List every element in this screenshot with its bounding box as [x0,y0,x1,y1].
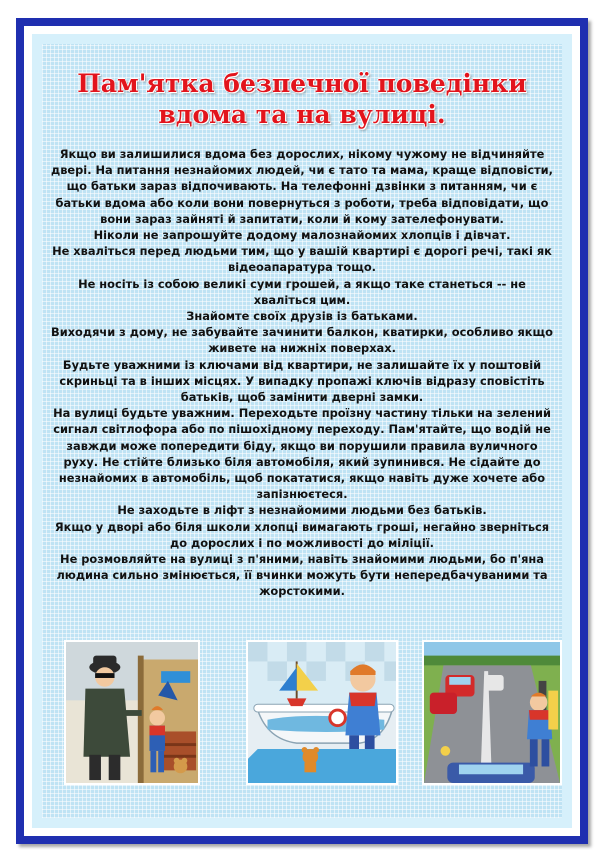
poster-border-mat [32,34,572,828]
rule-paragraph: На вулиці будьте уважним. Переходьте проїзну частину тільки на зелений сигнал світлофора або по пішохідному переходу. Пам'ятайте, що водій не завжди може попередити біду, якщо ви порушили правила вуличного руху. Не стійте близько біля автомобіля, який зупинився. Не сідайте до незнайомих в автомобіль, щоб покататися, якщо навіть дуже хочете або запізнюєтеся. [53,406,551,502]
rule-paragraph: Якщо у дворі або біля школи хлопці вимагають гроші, негайно зверніться до дорослих і по можливості до міліції. [54,519,550,550]
child-road-crossing-illustration [422,640,562,785]
rule-paragraph: Знайомте своїх друзів із батьками. [186,309,418,324]
poster [42,44,562,818]
page-frame [4,4,591,846]
rule-paragraph: Не хваліться перед людьми тим, що у вашій квартирі є дорогі речі, такі як відеоапаратура тощо. [52,244,552,275]
rule-paragraph: Виходячи з дому, не забувайте зачинити балкон, кватирки, особливо якщо живете на нижніх поверхах. [51,325,553,356]
safety-rules-text [50,146,554,600]
rule-paragraph: Будьте уважними із ключами від квартири, не залишайте їх у поштовій скриньці та в інших місцях. У випадку пропажі ключів відразу сповістіть батьків, щоб замінити дверні замки. [59,357,545,405]
rule-paragraph: Не носіть із собою великі суми грошей, а якщо таке станеться -- не хваліться цим. [78,276,526,307]
rule-paragraph: Не розмовляйте на вулиці з п'яними, навіть знайомими людьми, бо п'яна людина сильно змінюється, її вчинки можуть бути непередбачуваними та жорстокими. [56,552,548,599]
rule-paragraph: Ніколи не запрошуйте додому малознайомих хлопців і дівчат. [93,228,511,243]
poster-title-line-2: вдома та на вулиці. [158,100,446,129]
poster-border-inner [24,26,580,836]
rule-paragraph: Не заходьте в ліфт з незнайомими людьми без батьків. [117,503,487,518]
child-bathtub-toy-boat-illustration [246,640,398,785]
illustrations-row [42,640,562,785]
rule-paragraph: Якщо ви залишилися вдома без дорослих, нікому чужому не відчиняйте двері. На питання незнайомих людей, чи є тато та мама, краще відповісти, що батьки зараз відпочивають. На телефонні дзвінки з питанням, чи є батьки вдома або коли вони повернуться з роботи, треба відповідати, що вони зараз зайняті й запитати, коли й кому зателефонувати. [51,147,553,226]
poster-border [16,18,588,844]
poster-title-line-1: Пам'ятка безпечної поведінки [77,69,527,98]
poster-title [42,68,562,130]
stranger-at-door-illustration [64,640,200,785]
